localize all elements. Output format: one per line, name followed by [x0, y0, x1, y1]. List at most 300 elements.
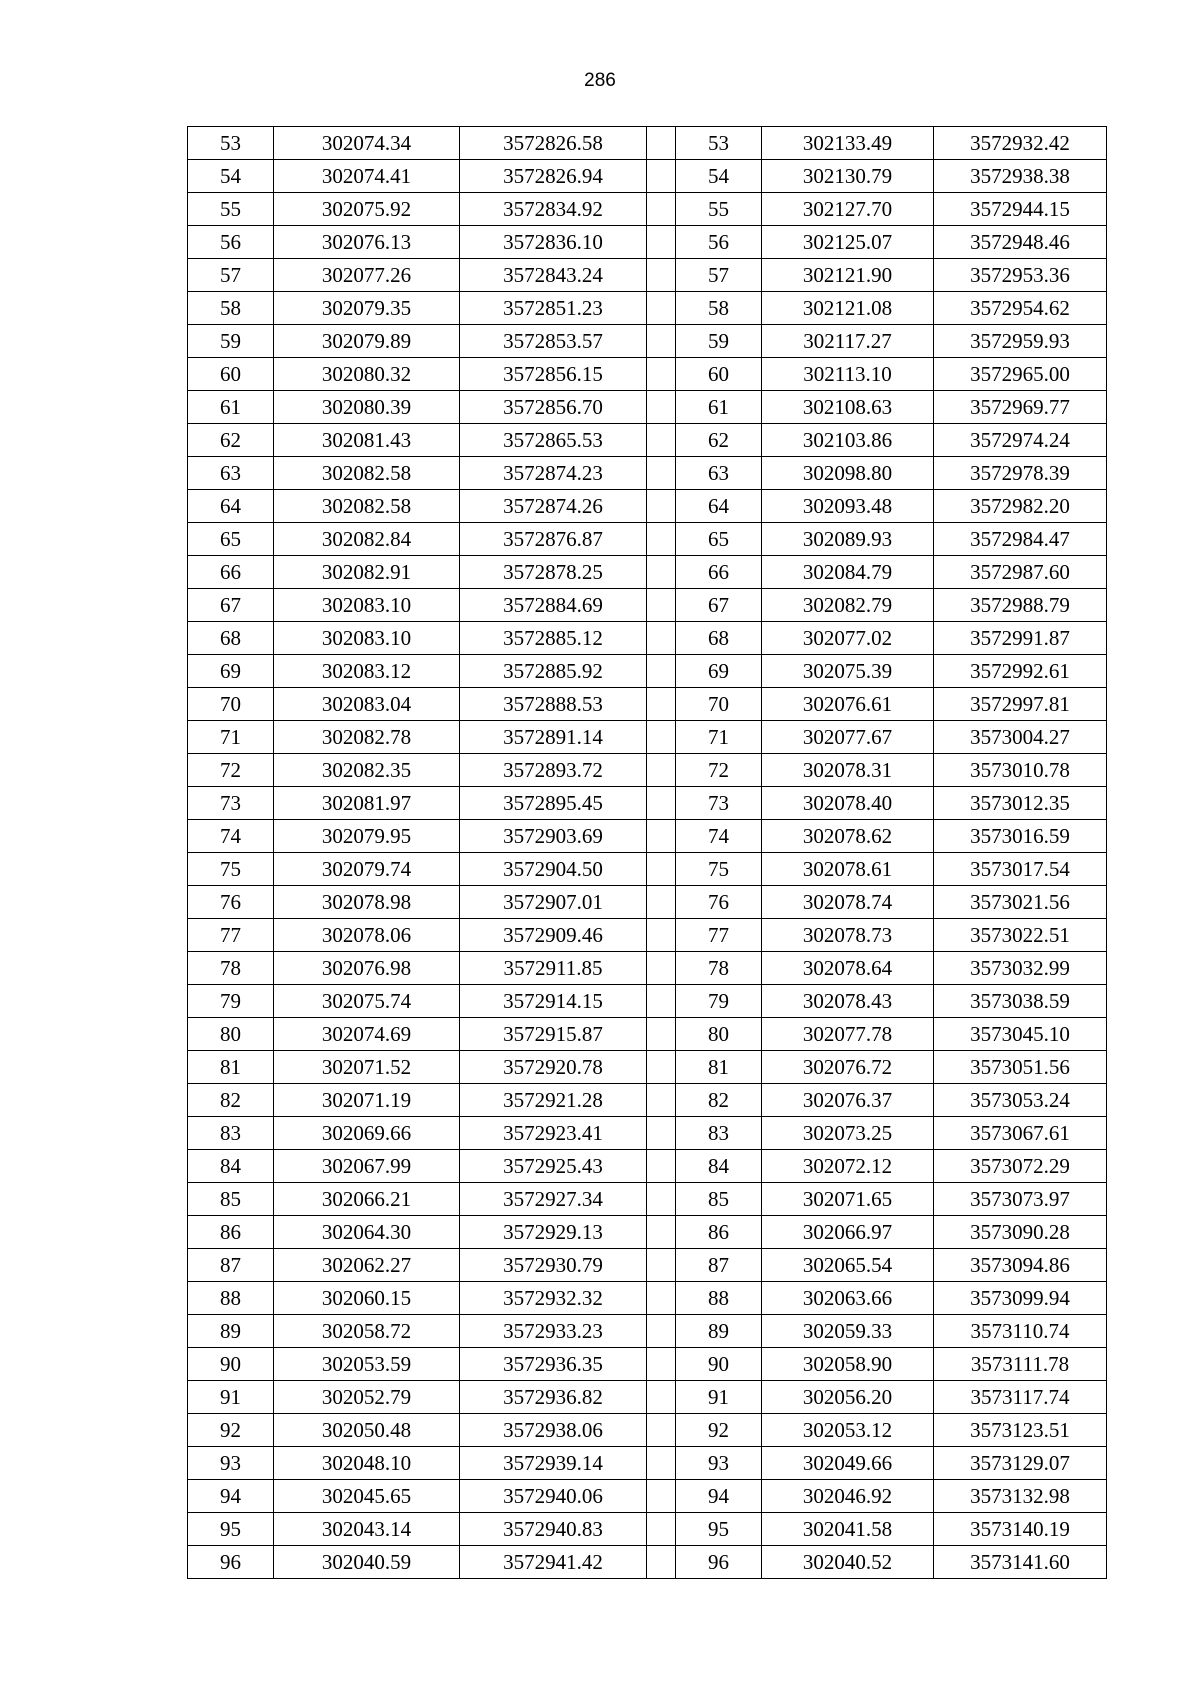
separator-cell: [647, 1018, 676, 1051]
separator-cell: [647, 886, 676, 919]
left-point-number: 59: [188, 325, 274, 358]
right-y-coordinate: 3572953.36: [934, 259, 1107, 292]
right-y-coordinate: 3573010.78: [934, 754, 1107, 787]
right-x-coordinate: 302056.20: [762, 1381, 934, 1414]
separator-cell: [647, 1315, 676, 1348]
table-row: [188, 1282, 1107, 1315]
separator-cell: [647, 490, 676, 523]
right-point-number: 96: [676, 1546, 762, 1579]
left-x-coordinate: 302079.35: [274, 292, 460, 325]
right-point-number: 66: [676, 556, 762, 589]
separator-cell: [647, 259, 676, 292]
table-row: [188, 523, 1107, 556]
right-point-number: 62: [676, 424, 762, 457]
table-row: [188, 127, 1107, 160]
left-x-coordinate: 302066.21: [274, 1183, 460, 1216]
left-x-coordinate: 302079.74: [274, 853, 460, 886]
left-x-coordinate: 302069.66: [274, 1117, 460, 1150]
table-row: [188, 820, 1107, 853]
separator-cell: [647, 1546, 676, 1579]
left-point-number: 75: [188, 853, 274, 886]
left-x-coordinate: 302074.34: [274, 127, 460, 160]
right-x-coordinate: 302108.63: [762, 391, 934, 424]
right-point-number: 91: [676, 1381, 762, 1414]
separator-cell: [647, 457, 676, 490]
separator-cell: [647, 1480, 676, 1513]
right-x-coordinate: 302089.93: [762, 523, 934, 556]
separator-cell: [647, 820, 676, 853]
table-row: [188, 358, 1107, 391]
left-y-coordinate: 3572865.53: [460, 424, 647, 457]
table-row: [188, 556, 1107, 589]
left-x-coordinate: 302083.04: [274, 688, 460, 721]
right-y-coordinate: 3573017.54: [934, 853, 1107, 886]
left-point-number: 68: [188, 622, 274, 655]
left-y-coordinate: 3572826.94: [460, 160, 647, 193]
left-y-coordinate: 3572915.87: [460, 1018, 647, 1051]
right-y-coordinate: 3572959.93: [934, 325, 1107, 358]
right-point-number: 87: [676, 1249, 762, 1282]
right-x-coordinate: 302066.97: [762, 1216, 934, 1249]
left-point-number: 65: [188, 523, 274, 556]
left-point-number: 63: [188, 457, 274, 490]
left-point-number: 88: [188, 1282, 274, 1315]
left-y-coordinate: 3572927.34: [460, 1183, 647, 1216]
right-y-coordinate: 3572988.79: [934, 589, 1107, 622]
right-point-number: 81: [676, 1051, 762, 1084]
left-point-number: 93: [188, 1447, 274, 1480]
right-x-coordinate: 302077.78: [762, 1018, 934, 1051]
left-x-coordinate: 302082.84: [274, 523, 460, 556]
table-row: [188, 292, 1107, 325]
right-x-coordinate: 302078.40: [762, 787, 934, 820]
right-y-coordinate: 3573094.86: [934, 1249, 1107, 1282]
right-point-number: 77: [676, 919, 762, 952]
right-x-coordinate: 302049.66: [762, 1447, 934, 1480]
page-number: 286: [584, 70, 616, 91]
left-point-number: 67: [188, 589, 274, 622]
left-point-number: 84: [188, 1150, 274, 1183]
left-y-coordinate: 3572936.35: [460, 1348, 647, 1381]
left-y-coordinate: 3572907.01: [460, 886, 647, 919]
right-point-number: 65: [676, 523, 762, 556]
left-x-coordinate: 302081.97: [274, 787, 460, 820]
left-y-coordinate: 3572874.23: [460, 457, 647, 490]
separator-cell: [647, 1447, 676, 1480]
right-y-coordinate: 3572987.60: [934, 556, 1107, 589]
right-y-coordinate: 3572944.15: [934, 193, 1107, 226]
table-row: [188, 1447, 1107, 1480]
left-point-number: 72: [188, 754, 274, 787]
table-row: [188, 1150, 1107, 1183]
right-x-coordinate: 302078.62: [762, 820, 934, 853]
left-x-coordinate: 302043.14: [274, 1513, 460, 1546]
left-x-coordinate: 302045.65: [274, 1480, 460, 1513]
right-y-coordinate: 3572948.46: [934, 226, 1107, 259]
right-y-coordinate: 3572965.00: [934, 358, 1107, 391]
right-point-number: 55: [676, 193, 762, 226]
right-y-coordinate: 3573016.59: [934, 820, 1107, 853]
right-point-number: 75: [676, 853, 762, 886]
right-point-number: 63: [676, 457, 762, 490]
table-row: [188, 424, 1107, 457]
right-x-coordinate: 302046.92: [762, 1480, 934, 1513]
right-x-coordinate: 302078.74: [762, 886, 934, 919]
right-y-coordinate: 3573141.60: [934, 1546, 1107, 1579]
right-x-coordinate: 302077.67: [762, 721, 934, 754]
separator-cell: [647, 523, 676, 556]
table-row: [188, 259, 1107, 292]
right-y-coordinate: 3572938.38: [934, 160, 1107, 193]
right-x-coordinate: 302059.33: [762, 1315, 934, 1348]
left-x-coordinate: 302077.26: [274, 259, 460, 292]
left-point-number: 81: [188, 1051, 274, 1084]
separator-cell: [647, 1216, 676, 1249]
coordinate-table-body: [188, 127, 1107, 1579]
left-y-coordinate: 3572826.58: [460, 127, 647, 160]
left-point-number: 94: [188, 1480, 274, 1513]
table-row: [188, 1084, 1107, 1117]
right-point-number: 86: [676, 1216, 762, 1249]
separator-cell: [647, 1150, 676, 1183]
left-point-number: 82: [188, 1084, 274, 1117]
right-point-number: 59: [676, 325, 762, 358]
left-point-number: 90: [188, 1348, 274, 1381]
right-x-coordinate: 302078.64: [762, 952, 934, 985]
table-row: [188, 160, 1107, 193]
right-point-number: 54: [676, 160, 762, 193]
left-y-coordinate: 3572891.14: [460, 721, 647, 754]
separator-cell: [647, 589, 676, 622]
right-x-coordinate: 302078.31: [762, 754, 934, 787]
right-point-number: 53: [676, 127, 762, 160]
left-point-number: 92: [188, 1414, 274, 1447]
right-y-coordinate: 3573038.59: [934, 985, 1107, 1018]
right-x-coordinate: 302113.10: [762, 358, 934, 391]
separator-cell: [647, 1348, 676, 1381]
table-row: [188, 985, 1107, 1018]
left-point-number: 80: [188, 1018, 274, 1051]
right-point-number: 67: [676, 589, 762, 622]
table-row: [188, 1018, 1107, 1051]
right-point-number: 78: [676, 952, 762, 985]
left-point-number: 79: [188, 985, 274, 1018]
right-y-coordinate: 3573090.28: [934, 1216, 1107, 1249]
table-row: [188, 1117, 1107, 1150]
left-x-coordinate: 302076.13: [274, 226, 460, 259]
right-y-coordinate: 3572969.77: [934, 391, 1107, 424]
separator-cell: [647, 622, 676, 655]
right-y-coordinate: 3572982.20: [934, 490, 1107, 523]
right-point-number: 68: [676, 622, 762, 655]
left-point-number: 55: [188, 193, 274, 226]
table-row: [188, 1414, 1107, 1447]
right-x-coordinate: 302130.79: [762, 160, 934, 193]
left-y-coordinate: 3572851.23: [460, 292, 647, 325]
table-row: [188, 1051, 1107, 1084]
separator-cell: [647, 952, 676, 985]
left-point-number: 85: [188, 1183, 274, 1216]
left-y-coordinate: 3572856.15: [460, 358, 647, 391]
right-x-coordinate: 302072.12: [762, 1150, 934, 1183]
right-y-coordinate: 3573032.99: [934, 952, 1107, 985]
right-y-coordinate: 3572978.39: [934, 457, 1107, 490]
right-point-number: 60: [676, 358, 762, 391]
right-point-number: 74: [676, 820, 762, 853]
right-y-coordinate: 3573117.74: [934, 1381, 1107, 1414]
left-y-coordinate: 3572932.32: [460, 1282, 647, 1315]
separator-cell: [647, 226, 676, 259]
right-point-number: 85: [676, 1183, 762, 1216]
left-point-number: 96: [188, 1546, 274, 1579]
left-point-number: 77: [188, 919, 274, 952]
right-x-coordinate: 302040.52: [762, 1546, 934, 1579]
left-point-number: 69: [188, 655, 274, 688]
right-y-coordinate: 3572932.42: [934, 127, 1107, 160]
left-x-coordinate: 302067.99: [274, 1150, 460, 1183]
right-y-coordinate: 3572984.47: [934, 523, 1107, 556]
left-x-coordinate: 302083.10: [274, 622, 460, 655]
left-y-coordinate: 3572936.82: [460, 1381, 647, 1414]
left-point-number: 56: [188, 226, 274, 259]
left-x-coordinate: 302071.19: [274, 1084, 460, 1117]
left-x-coordinate: 302050.48: [274, 1414, 460, 1447]
right-x-coordinate: 302078.73: [762, 919, 934, 952]
right-point-number: 56: [676, 226, 762, 259]
left-x-coordinate: 302083.10: [274, 589, 460, 622]
right-point-number: 64: [676, 490, 762, 523]
left-y-coordinate: 3572933.23: [460, 1315, 647, 1348]
left-y-coordinate: 3572893.72: [460, 754, 647, 787]
right-point-number: 93: [676, 1447, 762, 1480]
left-y-coordinate: 3572938.06: [460, 1414, 647, 1447]
left-point-number: 70: [188, 688, 274, 721]
left-y-coordinate: 3572925.43: [460, 1150, 647, 1183]
right-y-coordinate: 3573072.29: [934, 1150, 1107, 1183]
left-point-number: 78: [188, 952, 274, 985]
left-point-number: 83: [188, 1117, 274, 1150]
right-point-number: 73: [676, 787, 762, 820]
left-x-coordinate: 302076.98: [274, 952, 460, 985]
left-y-coordinate: 3572884.69: [460, 589, 647, 622]
right-point-number: 61: [676, 391, 762, 424]
left-y-coordinate: 3572853.57: [460, 325, 647, 358]
right-y-coordinate: 3573004.27: [934, 721, 1107, 754]
left-y-coordinate: 3572904.50: [460, 853, 647, 886]
right-y-coordinate: 3573111.78: [934, 1348, 1107, 1381]
left-x-coordinate: 302079.95: [274, 820, 460, 853]
left-point-number: 73: [188, 787, 274, 820]
left-x-coordinate: 302074.69: [274, 1018, 460, 1051]
separator-cell: [647, 127, 676, 160]
right-y-coordinate: 3573053.24: [934, 1084, 1107, 1117]
table-row: [188, 853, 1107, 886]
separator-cell: [647, 1117, 676, 1150]
separator-cell: [647, 358, 676, 391]
left-y-coordinate: 3572876.87: [460, 523, 647, 556]
separator-cell: [647, 853, 676, 886]
left-point-number: 74: [188, 820, 274, 853]
separator-cell: [647, 556, 676, 589]
separator-cell: [647, 919, 676, 952]
table-row: [188, 1348, 1107, 1381]
table-row: [188, 754, 1107, 787]
right-x-coordinate: 302098.80: [762, 457, 934, 490]
right-x-coordinate: 302063.66: [762, 1282, 934, 1315]
right-x-coordinate: 302103.86: [762, 424, 934, 457]
table-row: [188, 226, 1107, 259]
right-y-coordinate: 3573129.07: [934, 1447, 1107, 1480]
left-x-coordinate: 302058.72: [274, 1315, 460, 1348]
left-x-coordinate: 302082.35: [274, 754, 460, 787]
right-point-number: 82: [676, 1084, 762, 1117]
right-y-coordinate: 3573067.61: [934, 1117, 1107, 1150]
left-y-coordinate: 3572923.41: [460, 1117, 647, 1150]
table-row: [188, 391, 1107, 424]
right-point-number: 94: [676, 1480, 762, 1513]
right-x-coordinate: 302076.37: [762, 1084, 934, 1117]
table-row: [188, 886, 1107, 919]
left-point-number: 57: [188, 259, 274, 292]
separator-cell: [647, 688, 676, 721]
right-y-coordinate: 3572974.24: [934, 424, 1107, 457]
left-point-number: 60: [188, 358, 274, 391]
left-x-coordinate: 302082.91: [274, 556, 460, 589]
left-point-number: 58: [188, 292, 274, 325]
right-x-coordinate: 302121.08: [762, 292, 934, 325]
right-x-coordinate: 302076.72: [762, 1051, 934, 1084]
right-y-coordinate: 3573045.10: [934, 1018, 1107, 1051]
right-y-coordinate: 3573110.74: [934, 1315, 1107, 1348]
right-x-coordinate: 302125.07: [762, 226, 934, 259]
right-point-number: 84: [676, 1150, 762, 1183]
left-y-coordinate: 3572941.42: [460, 1546, 647, 1579]
left-y-coordinate: 3572834.92: [460, 193, 647, 226]
left-y-coordinate: 3572885.92: [460, 655, 647, 688]
right-x-coordinate: 302133.49: [762, 127, 934, 160]
right-point-number: 76: [676, 886, 762, 919]
left-y-coordinate: 3572903.69: [460, 820, 647, 853]
right-x-coordinate: 302071.65: [762, 1183, 934, 1216]
left-x-coordinate: 302062.27: [274, 1249, 460, 1282]
left-point-number: 89: [188, 1315, 274, 1348]
separator-cell: [647, 1084, 676, 1117]
left-point-number: 54: [188, 160, 274, 193]
right-x-coordinate: 302121.90: [762, 259, 934, 292]
right-x-coordinate: 302117.27: [762, 325, 934, 358]
left-point-number: 86: [188, 1216, 274, 1249]
right-x-coordinate: 302065.54: [762, 1249, 934, 1282]
table-row: [188, 589, 1107, 622]
right-point-number: 95: [676, 1513, 762, 1546]
right-point-number: 90: [676, 1348, 762, 1381]
right-x-coordinate: 302082.79: [762, 589, 934, 622]
left-y-coordinate: 3572939.14: [460, 1447, 647, 1480]
table-row: [188, 1216, 1107, 1249]
left-y-coordinate: 3572911.85: [460, 952, 647, 985]
left-x-coordinate: 302064.30: [274, 1216, 460, 1249]
left-x-coordinate: 302052.79: [274, 1381, 460, 1414]
table-row: [188, 787, 1107, 820]
table-row: [188, 721, 1107, 754]
left-x-coordinate: 302060.15: [274, 1282, 460, 1315]
right-x-coordinate: 302073.25: [762, 1117, 934, 1150]
separator-cell: [647, 985, 676, 1018]
right-y-coordinate: 3573022.51: [934, 919, 1107, 952]
table-row: [188, 1381, 1107, 1414]
right-y-coordinate: 3572991.87: [934, 622, 1107, 655]
table-row: [188, 325, 1107, 358]
left-y-coordinate: 3572929.13: [460, 1216, 647, 1249]
left-x-coordinate: 302075.92: [274, 193, 460, 226]
left-y-coordinate: 3572909.46: [460, 919, 647, 952]
left-point-number: 95: [188, 1513, 274, 1546]
right-x-coordinate: 302093.48: [762, 490, 934, 523]
table-row: [188, 1513, 1107, 1546]
right-x-coordinate: 302076.61: [762, 688, 934, 721]
right-y-coordinate: 3573021.56: [934, 886, 1107, 919]
right-x-coordinate: 302084.79: [762, 556, 934, 589]
right-point-number: 88: [676, 1282, 762, 1315]
left-y-coordinate: 3572930.79: [460, 1249, 647, 1282]
separator-cell: [647, 721, 676, 754]
left-point-number: 64: [188, 490, 274, 523]
left-x-coordinate: 302078.06: [274, 919, 460, 952]
left-y-coordinate: 3572885.12: [460, 622, 647, 655]
table-row: [188, 919, 1107, 952]
table-row: [188, 952, 1107, 985]
table-row: [188, 1315, 1107, 1348]
left-y-coordinate: 3572940.83: [460, 1513, 647, 1546]
right-x-coordinate: 302041.58: [762, 1513, 934, 1546]
right-x-coordinate: 302053.12: [762, 1414, 934, 1447]
right-point-number: 70: [676, 688, 762, 721]
separator-cell: [647, 1282, 676, 1315]
left-y-coordinate: 3572895.45: [460, 787, 647, 820]
left-y-coordinate: 3572914.15: [460, 985, 647, 1018]
table-row: [188, 655, 1107, 688]
separator-cell: [647, 193, 676, 226]
left-x-coordinate: 302071.52: [274, 1051, 460, 1084]
right-point-number: 83: [676, 1117, 762, 1150]
right-y-coordinate: 3573132.98: [934, 1480, 1107, 1513]
separator-cell: [647, 391, 676, 424]
left-point-number: 66: [188, 556, 274, 589]
left-y-coordinate: 3572921.28: [460, 1084, 647, 1117]
right-y-coordinate: 3573051.56: [934, 1051, 1107, 1084]
separator-cell: [647, 1513, 676, 1546]
left-x-coordinate: 302074.41: [274, 160, 460, 193]
table-row: [188, 1249, 1107, 1282]
right-x-coordinate: 302077.02: [762, 622, 934, 655]
right-x-coordinate: 302078.43: [762, 985, 934, 1018]
right-x-coordinate: 302075.39: [762, 655, 934, 688]
right-point-number: 71: [676, 721, 762, 754]
separator-cell: [647, 1249, 676, 1282]
left-point-number: 53: [188, 127, 274, 160]
left-y-coordinate: 3572940.06: [460, 1480, 647, 1513]
table-row: [188, 688, 1107, 721]
table-row: [188, 622, 1107, 655]
table-row: [188, 193, 1107, 226]
separator-cell: [647, 787, 676, 820]
left-y-coordinate: 3572856.70: [460, 391, 647, 424]
left-x-coordinate: 302048.10: [274, 1447, 460, 1480]
separator-cell: [647, 754, 676, 787]
right-y-coordinate: 3573123.51: [934, 1414, 1107, 1447]
left-point-number: 71: [188, 721, 274, 754]
right-y-coordinate: 3573012.35: [934, 787, 1107, 820]
